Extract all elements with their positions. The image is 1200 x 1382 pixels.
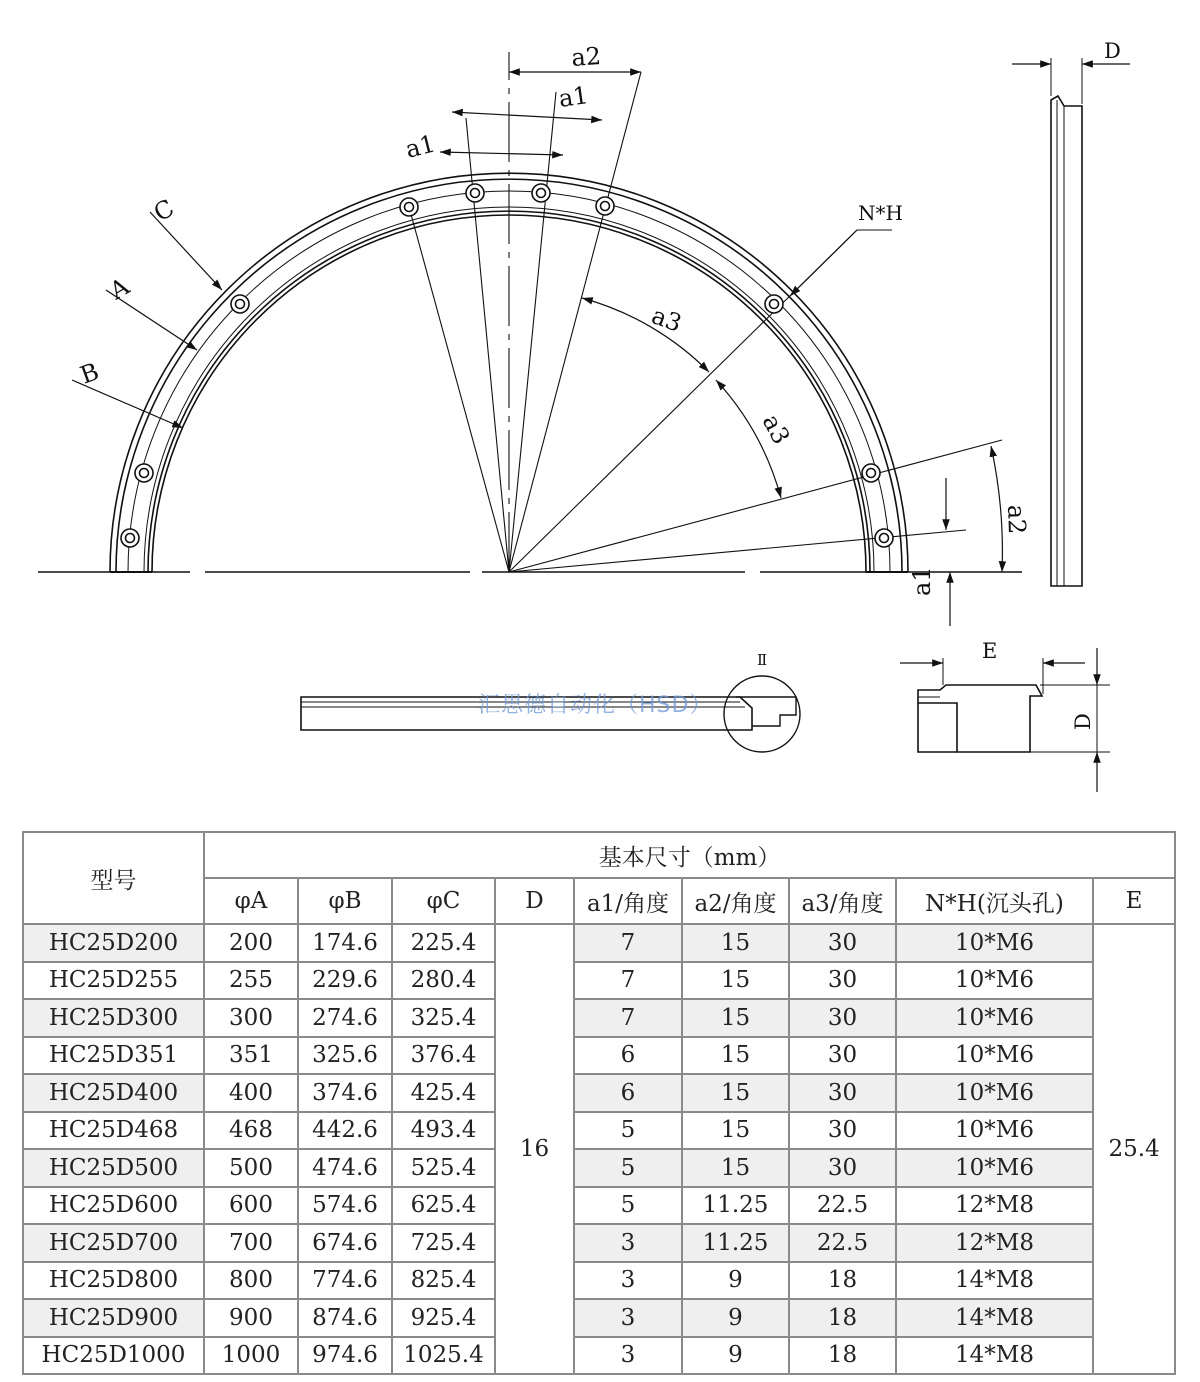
- label-a1-left: a1: [402, 129, 439, 164]
- cell-a2: 15: [682, 1074, 789, 1112]
- cell-phiA: 300: [204, 999, 298, 1037]
- cell-nh: 10*M6: [896, 1112, 1093, 1150]
- cell-nh: 10*M6: [896, 924, 1093, 962]
- cell-a3: 18: [789, 1262, 896, 1300]
- header-model: 型号: [23, 832, 204, 924]
- cell-a2: 15: [682, 924, 789, 962]
- spec-table-body: [23, 924, 1175, 1374]
- label-a2-top: a2: [570, 41, 602, 72]
- cell-a1: 5: [574, 1149, 682, 1187]
- ray-a1-right: [509, 530, 966, 572]
- label-D-section: D: [1071, 713, 1095, 730]
- cell-a3: 22.5: [789, 1224, 896, 1262]
- cell-phiA: 500: [204, 1149, 298, 1187]
- cell-a3: 30: [789, 924, 896, 962]
- ray-hole-3: [509, 92, 556, 572]
- hole: [765, 295, 783, 313]
- dim-a3-upper: [582, 298, 709, 372]
- cell-model: HC25D351: [23, 1037, 204, 1075]
- side-view: [1051, 96, 1082, 586]
- cell-phiB: 674.6: [298, 1224, 392, 1262]
- cell-model: HC25D400: [23, 1074, 204, 1112]
- header-phiC: φC: [392, 878, 495, 924]
- leader-NH: [790, 230, 857, 296]
- cell-phiA: 468: [204, 1112, 298, 1150]
- table-row: [23, 924, 1175, 962]
- hole: [862, 464, 880, 482]
- cell-phiA: 1000: [204, 1337, 298, 1375]
- cell-phiB: 574.6: [298, 1187, 392, 1225]
- dim-a1-top: [452, 112, 602, 120]
- header-basic-dimensions: 基本尺寸（mm）: [204, 832, 1175, 878]
- cell-phiB: 374.6: [298, 1074, 392, 1112]
- cell-a3: 18: [789, 1337, 896, 1375]
- label-a2-right: a2: [1002, 504, 1032, 535]
- watermark: 汇思德自动化（HSD）: [478, 693, 713, 718]
- cell-a3: 30: [789, 999, 896, 1037]
- ray-hole-1: [409, 207, 509, 572]
- cell-a2: 15: [682, 1149, 789, 1187]
- label-D-side: D: [1104, 39, 1121, 63]
- detail-circle: [724, 676, 800, 752]
- hole: [231, 295, 249, 313]
- cell-a2: 15: [682, 1037, 789, 1075]
- label-a1-top: a1: [556, 81, 591, 113]
- table-row: [23, 1187, 1175, 1225]
- cell-phiA: 255: [204, 962, 298, 1000]
- header-a3: a3/角度: [789, 878, 896, 924]
- cell-a1: 3: [574, 1299, 682, 1337]
- cell-phiA: 600: [204, 1187, 298, 1225]
- table-row: [23, 999, 1175, 1037]
- cell-phiA: 200: [204, 924, 298, 962]
- cell-a2: 11.25: [682, 1224, 789, 1262]
- header-nh: N*H(沉头孔): [896, 878, 1093, 924]
- label-a3-upper: a3: [647, 301, 686, 338]
- cell-model: HC25D900: [23, 1299, 204, 1337]
- cell-phiB: 174.6: [298, 924, 392, 962]
- cell-phiB: 325.6: [298, 1037, 392, 1075]
- cell-a1: 7: [574, 962, 682, 1000]
- spec-table: [22, 831, 1176, 1375]
- cell-a3: 30: [789, 1037, 896, 1075]
- header-D: D: [495, 878, 574, 924]
- cell-phiC: 493.4: [392, 1112, 495, 1150]
- cell-a3: 30: [789, 1112, 896, 1150]
- label-A: A: [105, 272, 135, 306]
- cell-model: HC25D300: [23, 999, 204, 1037]
- cell-nh: 12*M8: [896, 1187, 1093, 1225]
- cell-phiA: 900: [204, 1299, 298, 1337]
- cell-a2: 9: [682, 1262, 789, 1300]
- cell-a2: 11.25: [682, 1187, 789, 1225]
- cell-model: HC25D1000: [23, 1337, 204, 1375]
- table-row: [23, 962, 1175, 1000]
- header-E: E: [1093, 878, 1175, 924]
- table-row: [23, 1037, 1175, 1075]
- cell-phiB: 442.6: [298, 1112, 392, 1150]
- cell-a1: 6: [574, 1037, 682, 1075]
- header-a2: a2/角度: [682, 878, 789, 924]
- header-phiA: φA: [204, 878, 298, 924]
- cell-phiC: 625.4: [392, 1187, 495, 1225]
- cell-phiA: 351: [204, 1037, 298, 1075]
- header-a1: a1/角度: [574, 878, 682, 924]
- header-phiB: φB: [298, 878, 392, 924]
- cell-nh: 14*M8: [896, 1337, 1093, 1375]
- cell-phiC: 425.4: [392, 1074, 495, 1112]
- cell-nh: 10*M6: [896, 1074, 1093, 1112]
- ray-a2: [509, 72, 641, 572]
- label-NH: N*H: [858, 201, 903, 225]
- cell-a3: 22.5: [789, 1187, 896, 1225]
- table-row: [23, 1337, 1175, 1375]
- cell-a1: 5: [574, 1187, 682, 1225]
- label-E: E: [982, 639, 998, 663]
- label-detail: Ⅱ: [757, 651, 768, 669]
- table-row: [23, 1112, 1175, 1150]
- label-a1-right: a1: [908, 566, 936, 596]
- cell-a2: 15: [682, 962, 789, 1000]
- cell-model: HC25D500: [23, 1149, 204, 1187]
- table-row: [23, 1224, 1175, 1262]
- cell-phiC: 925.4: [392, 1299, 495, 1337]
- label-a3-lower: a3: [756, 409, 796, 449]
- cell-a1: 7: [574, 924, 682, 962]
- cell-phiC: 280.4: [392, 962, 495, 1000]
- cell-model: HC25D600: [23, 1187, 204, 1225]
- cell-phiC: 525.4: [392, 1149, 495, 1187]
- cell-a2: 9: [682, 1299, 789, 1337]
- cell-nh: 10*M6: [896, 1037, 1093, 1075]
- cell-a2: 15: [682, 999, 789, 1037]
- table-row: [23, 1299, 1175, 1337]
- cell-phiC: 1025.4: [392, 1337, 495, 1375]
- table-row: [23, 1149, 1175, 1187]
- hole: [596, 197, 614, 215]
- table-row: [23, 1074, 1175, 1112]
- cell-a1: 3: [574, 1262, 682, 1300]
- cell-model: HC25D468: [23, 1112, 204, 1150]
- ray-a2-right: [509, 440, 1002, 572]
- cell-model: HC25D800: [23, 1262, 204, 1300]
- label-B: B: [76, 357, 103, 390]
- cell-model: HC25D255: [23, 962, 204, 1000]
- label-C: C: [149, 193, 179, 228]
- cell-phiB: 974.6: [298, 1337, 392, 1375]
- cell-nh: 14*M8: [896, 1262, 1093, 1300]
- cell-phiB: 774.6: [298, 1262, 392, 1300]
- cell-nh: 14*M8: [896, 1299, 1093, 1337]
- cell-phiC: 225.4: [392, 924, 495, 962]
- cell-nh: 10*M6: [896, 1149, 1093, 1187]
- cell-a2: 9: [682, 1337, 789, 1375]
- cell-phiC: 325.4: [392, 999, 495, 1037]
- cell-a1: 3: [574, 1224, 682, 1262]
- cell-D: 16: [495, 924, 574, 1374]
- cell-phiC: 825.4: [392, 1262, 495, 1300]
- cell-phiB: 229.6: [298, 962, 392, 1000]
- dim-a2-right: [991, 446, 1002, 572]
- cell-nh: 12*M8: [896, 1224, 1093, 1262]
- cell-a1: 6: [574, 1074, 682, 1112]
- cell-model: HC25D700: [23, 1224, 204, 1262]
- cell-phiA: 800: [204, 1262, 298, 1300]
- hole: [875, 529, 893, 547]
- cell-phiC: 725.4: [392, 1224, 495, 1262]
- cell-a3: 30: [789, 1074, 896, 1112]
- cell-a1: 5: [574, 1112, 682, 1150]
- hole: [532, 184, 550, 202]
- hole: [466, 184, 484, 202]
- cell-nh: 10*M6: [896, 962, 1093, 1000]
- cell-nh: 10*M6: [896, 999, 1093, 1037]
- cell-a3: 18: [789, 1299, 896, 1337]
- cell-phiB: 474.6: [298, 1149, 392, 1187]
- hole: [135, 464, 153, 482]
- dim-a1-left: [440, 152, 563, 155]
- section-view: [918, 685, 1042, 752]
- cell-model: HC25D200: [23, 924, 204, 962]
- table-row: [23, 1262, 1175, 1300]
- cell-phiB: 874.6: [298, 1299, 392, 1337]
- cell-phiA: 400: [204, 1074, 298, 1112]
- cell-a1: 3: [574, 1337, 682, 1375]
- cell-a3: 30: [789, 962, 896, 1000]
- cell-phiA: 700: [204, 1224, 298, 1262]
- cell-phiB: 274.6: [298, 999, 392, 1037]
- cell-a1: 7: [574, 999, 682, 1037]
- cell-a2: 15: [682, 1112, 789, 1150]
- cell-phiC: 376.4: [392, 1037, 495, 1075]
- hole: [400, 198, 418, 216]
- cell-E: 25.4: [1093, 924, 1175, 1374]
- cell-a3: 30: [789, 1149, 896, 1187]
- hole: [121, 529, 139, 547]
